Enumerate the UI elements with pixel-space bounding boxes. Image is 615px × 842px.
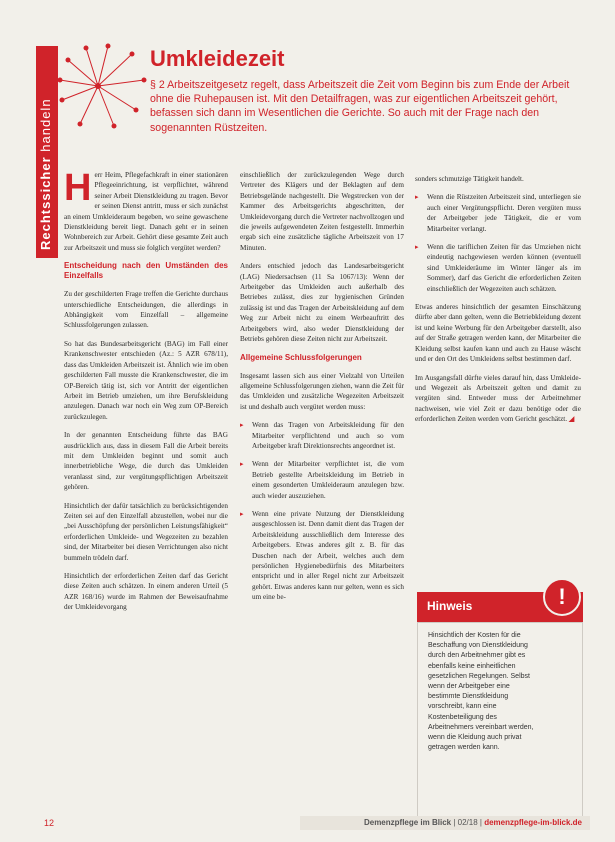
bullet-list [240,420,404,603]
paragraph: Anders entschied jedoch das Landesarbeitsgericht (LAG) Niedersachsen (11 Sa 1067/13): Wenn der Arbeitgeber das Umkleiden auch außerhalb des Betriebes zulässt, dies zur hygienischen Gründen zulässig ist und das Tragen der Arbeitskleidung auf dem Weg zur Arbeit nicht zu einem Werbeauftritt des Arbeitgebers wird, also weder Dienstkleidung der Betriebs gehören diese Zeiten nicht zur Arbeitszeit. [240,262,404,344]
hinweis-box [417,584,583,818]
column-2 [240,170,404,611]
intro-text: err Heim, Pflegefachkraft in einer stationären Pflegeeinrichtung, ist verpflichtet, während seiner Arbeit Dienstkleidung zu tragen. Bevor er seinen Dienst antritt, muss er sich zunächst an einem Umkleideraum begeben, wo seine gewaschene Dienstkleidung bereit liegt. Danach geht er in seinen Wohnbereich zur Arbeit. Gehört diese gesamte Zeit auch zur Arbeitszeit und muss sie folglich vergütet werden? [64,171,228,252]
dandelion-illustration [58,40,150,132]
bullet-list [415,192,581,294]
side-label-bold: Rechtssicher [38,156,53,250]
issue-number: | 02/18 | [453,818,482,827]
list-item: ▸ Wenn die tariflichen Zeiten für das Umziehen nicht eindeutig nachgewiesen werden können (eventuell sind Umkleideräume im Winter länger als im Sommer), darf das Gericht die erforderlichen Zeiten einschließlich der Wegezeiten auch schätzen. [415,242,581,294]
section-heading: Allgemeine Schlussfolgerungen [240,352,362,362]
paragraph: So hat das Bundesarbeitsgericht (BAG) im Fall einer Krankenschwester entschieden (Az.: 5 AZR 678/11), dass das Umkleiden Arbeitszeit ist. Ähnlich wie im oben geschilderten Fall musste die Krankenschwester, die im OP-Bereich tätig ist, sich vor Antritt der eigentlichen Arbeit im Betrieb umziehen, um ihre Berufskleidung anzulegen. Danach war noch ein Weg zum OP-Bereich zurückzulegen. [64,339,228,421]
intro-paragraph [64,167,228,253]
hinweis-title: Hinweis [427,599,473,613]
paragraph: In der genannten Entscheidung führte das BAG ausdrücklich aus, dass in diesem Fall die Arbeit bereits mit dem Umkleiden beginnt und somit auch innerbetriebliche Wege, die durch das Umkleiden veranlasst sind, zur vergütungspflichtigen Arbeitszeit gehören. [64,431,228,492]
hinweis-body [417,622,583,818]
paragraph: Zu der geschilderten Frage treffen die Gerichte durchaus unterschiedliche Entscheidungen, die allerdings in Abhängigkeit vom Einzelfall – allgemeine Schlussfolgerungen zulassen. [64,290,228,330]
article-title: Umkleidezeit [150,46,285,71]
paragraph: sonders schmutzige Tätigkeit handelt. [415,175,524,183]
column-3 [415,174,581,433]
list-item: ▸ Wenn der Mitarbeiter verpflichtet ist, die vom Betrieb gestellte Arbeitskleidung im Betrieb in einem gesonderten Umkleideraum anzulegen bzw. auch wieder auszuziehen. [240,459,404,501]
closing-text: Im Ausgangsfall dürfte vieles darauf hin, dass Umkleide- und Wegezeit als Arbeitszeit gelten und damit zu vergüten sind. Entweder muss der Arbeitnehmer nachweisen, wie viel Zeit er dazu benötige oder die erforderlichen Zeiten werden vom Gericht geschätzt. [415,373,581,424]
paragraph: Etwas anderes hinsichtlich der gesamten Einschätzung dürfte aber dann gelten, wenn die Betriebkleidung dezent ist und keine Werbung für den Arbeitgeber darstellt, also auf der Straße getragen werden kann, der Mitarbeiter die Kleidung selbst kaufen kann und auch zu Hause wäscht und er den Ort des Umkleidens selbst bestimmen darf. [415,303,581,364]
section-heading: Entscheidung nach den Umständen des Einzelfalls [64,261,228,281]
paragraph: einschließlich der zurückzulegenden Wege durch Vertreter des Klägers und der Beklagten auf dem Betriebsgelände nachgestellt. Die Wegstrecken von der Kammer des Arbeitsgerichts abgeschritten, der Umkleidevorgang durch die Vertreter nachvollzogen und die jeweils aufgewendeten Zeiten festgestellt. Immerhin ergab sich eine zusätzliche tägliche Arbeitszeit von 17 Minuten. [240,171,404,252]
list-item: ▸ Wenn die Rüstzeiten Arbeitszeit sind, unterliegen sie auch einer Vergütungspflicht. Deren vergüten muss der Arbeitgeber jede Tätigkeit, die er vom Mitarbeiter verlangt. [415,192,581,234]
paragraph: Hinsichtlich der dafür tatsächlich zu berücksichtigenden Zeiten sei auf den Einzelfall abzustellen, wobei nur die „bei Ausschöpfung der persönlichen Leistungsfähigkeit“ erforderlichen Umkleide- und Wegezeiten zu bezahlen sind, der Mitarbeiter bei diesen Verrichtungen also nicht bummeln trödeln darf. [64,501,228,562]
paragraph: Hinsichtlich der erforderlichen Zeiten darf das Gericht diese Zeiten auch schätzen. In einem anderen Urteil (5 AZR 168/16) wurde im Rahmen der Beweisaufnahme der Umkleidevorgang [64,572,228,612]
drop-cap: H [64,167,92,209]
column-1 [64,167,228,621]
paragraph [415,373,581,425]
end-mark-icon: ◢ [568,415,575,424]
side-label-thin: handeln [38,98,53,152]
magazine-url: demenzpflege-im-blick.de [484,818,582,827]
exclamation-icon: ! [543,578,581,616]
magazine-name: Demenzpflege im Blick [363,818,452,827]
paragraph: Insgesamt lassen sich aus einer Vielzahl von Urteilen allgemeine Schlussfolgerungen ziehen, wann die Zeit für das Umkleiden und zusätzliche Wegezeiten Arbeitszeit ist und deshalb auch vergütet werden muss: [240,371,404,411]
footer-bar [300,816,590,830]
hinweis-header [417,584,583,622]
list-item: ▸ Wenn eine private Nutzung der Dienstkleidung ausgeschlossen ist. Denn damit dient das Tragen der Arbeitskleidung ausschließlich dem Interesse des Arbeitgebers. Etwas anderes gilt z. B. für das Duschen nach der Arbeit, welches auch dem persönlichen Hygienebedürfnis des Mitarbeiters entspricht und in aller Regel nicht zur Arbeitszeit gehört. Etwas anderes kann nur gelten, wenn es sich um eine be- [240,509,404,603]
hinweis-text: Hinsichtlich der Kosten für die Beschaffung von Dienstkleidung durch den Arbeitnehmer gibt es ebenfalls keine einheitlichen gesetzlichen Regelungen. Selbst wenn der Arbeitgeber eine bestimmte Dienstkleidung vorschreibt, kann eine Kostenbeteiligung des Arbeitnehmers vereinbart werden, wenn die Kleidung auch privat getragen werden kann. [428,632,534,752]
page-footer [0,814,615,834]
side-category-label [38,98,53,250]
list-item: ▸ Wenn das Tragen von Arbeitskleidung für den Mitarbeiter verpflichtend und auch so vom Arbeitgeber kraft Direktionsrechts angeordnet ist. [240,420,404,451]
page-number: 12 [44,818,55,828]
article-lead: § 2 Arbeitszeitgesetz regelt, dass Arbeitszeit die Zeit vom Beginn bis zum Ende der Arbeit ohne die Ruhepausen ist. Mit den Detailfragen, was zur eigentlichen Arbeitszeit gehört, befassen sich dann im Wesentlichen die Gerichte. So auch mit der Frage nach den sogenannten Rüstzeiten. [150,79,570,134]
footer-magazine-line [364,818,582,827]
